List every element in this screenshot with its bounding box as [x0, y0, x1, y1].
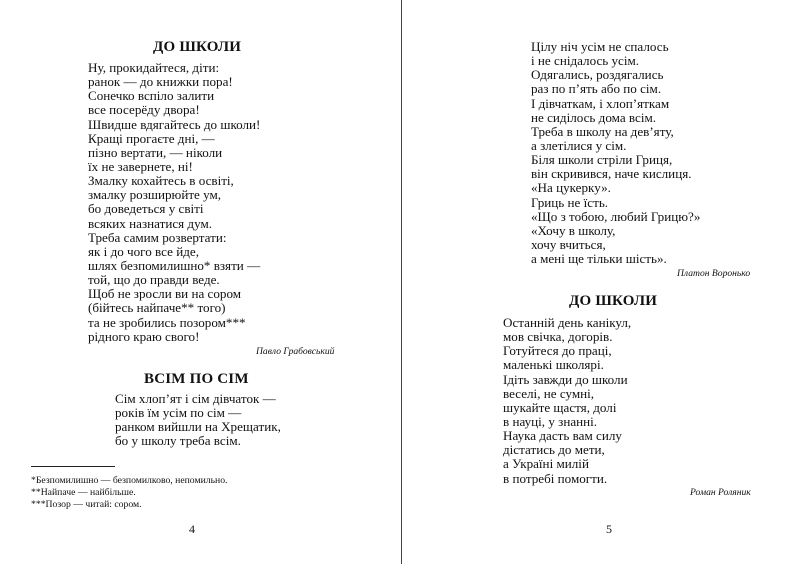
poem-line: Ну, прокидайтеся, діти: [88, 60, 220, 75]
poem-author: Павло Грабовський [256, 346, 335, 357]
poem-line: той, що до правди веде. [88, 272, 220, 288]
page-number: 5 [606, 522, 612, 536]
page-number: 4 [189, 522, 195, 536]
poem-line: «Хочу в школу, [531, 222, 616, 238]
poem-line: Ідіть завжди до школи [503, 371, 628, 387]
poem-title: ВСІМ ПО СІМ [144, 371, 249, 387]
poem-line: а злетілися у сім. [531, 137, 627, 153]
poem-line: «На цукерку». [531, 180, 611, 196]
right-page [402, 0, 804, 564]
poem-line: Треба самим розвертати: [88, 229, 227, 245]
footnote: *Безпомилишно — безпомилково, непомильно. [31, 475, 228, 486]
poem-line: пізно вертати, — ніколи [88, 144, 223, 160]
poem-line: Треба в школу на дев’яту, [531, 123, 674, 139]
poem-line: Готуйтеся до праці, [503, 343, 612, 359]
poem-line: та не зробились позором*** [88, 314, 246, 330]
poem-line: Гриць не їсть. [531, 194, 609, 210]
poem-text [88, 61, 260, 344]
poem-line: рідного краю свого! [88, 328, 200, 344]
poem-title: ДО ШКОЛИ [153, 39, 242, 55]
poem-line: веселі, не сумні, [503, 385, 595, 401]
poem-text [115, 392, 281, 449]
poem-line: в науці, у знанні. [503, 413, 598, 429]
poem-line: (бійтесь найпаче** того) [88, 300, 226, 316]
poem-line: всяких назнатися дум. [88, 215, 213, 231]
poem-line: як і до чого все йде, [88, 243, 199, 259]
poem-line: Швидше вдягайтесь до школи! [88, 116, 261, 132]
poem-line: раз по п’ять або по сім. [531, 81, 662, 97]
poem-author: Платон Воронько [677, 268, 751, 279]
poem-line: «Що з тобою, любий Грицю?» [531, 208, 701, 224]
poem-line: і не снідалось усім. [531, 53, 640, 69]
poem-line: хочу вчиться, [531, 236, 606, 252]
poem-line: ранком вийшли на Хрещатик, [115, 419, 281, 435]
poem-line: бо доведеться у світі [88, 201, 204, 217]
poem-line: а мені ще тільки шість». [531, 251, 667, 267]
poem-line: він скривився, наче кислиця. [531, 166, 692, 182]
poem-line: Біля школи стріли Гриця, [531, 152, 673, 168]
poem-text [503, 316, 631, 486]
poem-title: ДО ШКОЛИ [569, 293, 658, 309]
footnote-rule [31, 466, 115, 467]
poem-line: Кращі прогаєте дні, — [88, 130, 215, 146]
poem-line: а Україні милій [503, 456, 589, 472]
poem-line: бо у школу треба всім. [115, 433, 241, 449]
footnotes [31, 475, 227, 512]
poem-line: все посерёду двора! [88, 102, 200, 118]
poem-text [531, 40, 700, 266]
poem-line: в потребі помогти. [503, 470, 608, 486]
poem-line: років їм усім по сім — [115, 405, 242, 421]
left-page [0, 0, 401, 564]
poem-line: дістатись до мети, [503, 442, 605, 458]
poem-line: Сім хлоп’ят і сім дівчаток — [115, 391, 276, 406]
poem-line: Наука дасть вам силу [503, 428, 622, 444]
poem-line: шукайте щастя, долі [503, 399, 617, 415]
poem-line: Щоб не зросли ви на сором [88, 286, 242, 302]
footnote: ***Позор — читай: сором. [31, 499, 142, 511]
poem-line: Цілу ніч усім не спалось [531, 39, 669, 54]
footnote: **Найпаче — найбільше. [31, 487, 136, 499]
poem-author: Роман Роляник [690, 487, 751, 498]
poem-line: Останній день канікул, [503, 315, 632, 330]
poem-line: мов свічка, догорів. [503, 329, 613, 345]
poem-line: Сонечко вспіло залити [88, 88, 215, 104]
poem-line: маленькі школярі. [503, 357, 604, 373]
poem-line: змалку розширюйте ум, [88, 187, 222, 203]
poem-line: Одягались, роздягались [531, 67, 664, 83]
poem-line: шлях безпомилишно* взяти — [88, 257, 261, 273]
poem-line: Змалку кохайтесь в освіті, [88, 173, 234, 189]
poem-line: І дівчаткам, і хлоп’яткам [531, 95, 670, 111]
poem-line: їх не завернете, ні! [88, 158, 193, 174]
poem-line: не сиділось дома всім. [531, 109, 657, 125]
poem-line: ранок — до книжки пора! [88, 74, 233, 90]
